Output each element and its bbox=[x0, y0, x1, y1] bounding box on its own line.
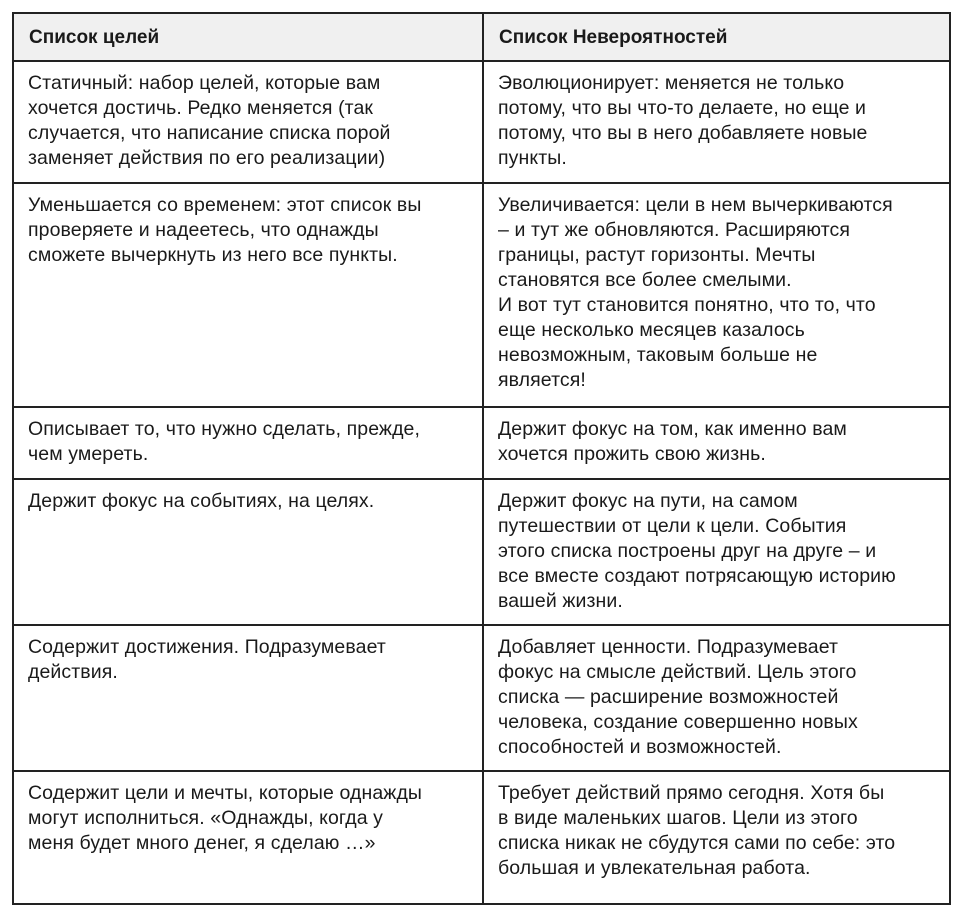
comparison-table bbox=[12, 12, 951, 905]
table-cell-right bbox=[483, 771, 950, 904]
cell-text: Содержит цели и мечты, которые однажды могут исполниться. «Однажды, когда у меня будет много денег, я сделаю …» bbox=[28, 782, 423, 854]
table-cell-right bbox=[483, 407, 950, 479]
table-cell-right bbox=[483, 625, 950, 771]
cell-text: Держит фокус на том, как именно вам хочется прожить свою жизнь. bbox=[498, 418, 847, 465]
cell-text: Добавляет ценности. Подразумевает фокус на смысле действий. Цель этого списка — расширение возможностей человека, создание совершенно новых способностей и возможностей. bbox=[498, 636, 858, 758]
cell-text: Эволюционирует: меняется не только потому, что вы что-то делаете, но еще и потому, что вы в него добавляете новые пункты. bbox=[498, 72, 868, 169]
table-row bbox=[13, 61, 950, 183]
cell-text: Статичный: набор целей, которые вам хочется достичь. Редко меняется (так случается, что написание списка порой заменяет действия по его реализации) bbox=[28, 72, 391, 169]
table-cell-left bbox=[13, 479, 483, 625]
table-row bbox=[13, 407, 950, 479]
cell-text: Держит фокус на пути, на самом путешествии от цели к цели. События этого списка построены друг на друге – и все вместе создают потрясающую историю вашей жизни. bbox=[498, 490, 896, 612]
header-goals-label: Список целей bbox=[29, 27, 160, 48]
table-header-row bbox=[13, 13, 950, 61]
table-cell-left bbox=[13, 61, 483, 183]
table-cell-left bbox=[13, 771, 483, 904]
header-improbabilities-list bbox=[483, 13, 950, 61]
header-improbabilities-label: Список Невероятностей bbox=[499, 27, 728, 48]
cell-text: Описывает то, что нужно сделать, прежде, чем умереть. bbox=[28, 418, 421, 465]
table-cell-left bbox=[13, 183, 483, 407]
cell-text: Увеличивается: цели в нем вычеркиваются – и тут же обновляются. Расширяются границы, растут горизонты. Мечты становятся все более смелыми. И вот тут становится понятно, что то, что еще несколько месяцев казалось невозможным, таковым больше не является! bbox=[498, 194, 893, 391]
cell-text: Требует действий прямо сегодня. Хотя бы в виде маленьких шагов. Цели из этого списка никак не сбудутся сами по себе: это большая и увлекательная работа. bbox=[498, 782, 896, 879]
table-cell-left bbox=[13, 625, 483, 771]
table-row bbox=[13, 625, 950, 771]
table-cell-left bbox=[13, 407, 483, 479]
table-row bbox=[13, 771, 950, 904]
table-row bbox=[13, 183, 950, 407]
cell-text: Содержит достижения. Подразумевает действия. bbox=[28, 636, 386, 683]
table-cell-right bbox=[483, 183, 950, 407]
header-goals-list bbox=[13, 13, 483, 61]
table-cell-right bbox=[483, 479, 950, 625]
table-cell-right bbox=[483, 61, 950, 183]
table-row bbox=[13, 479, 950, 625]
cell-text: Уменьшается со временем: этот список вы проверяете и надеетесь, что однажды сможете вычеркнуть из него все пункты. bbox=[28, 194, 422, 266]
cell-text: Держит фокус на событиях, на целях. bbox=[28, 490, 375, 512]
